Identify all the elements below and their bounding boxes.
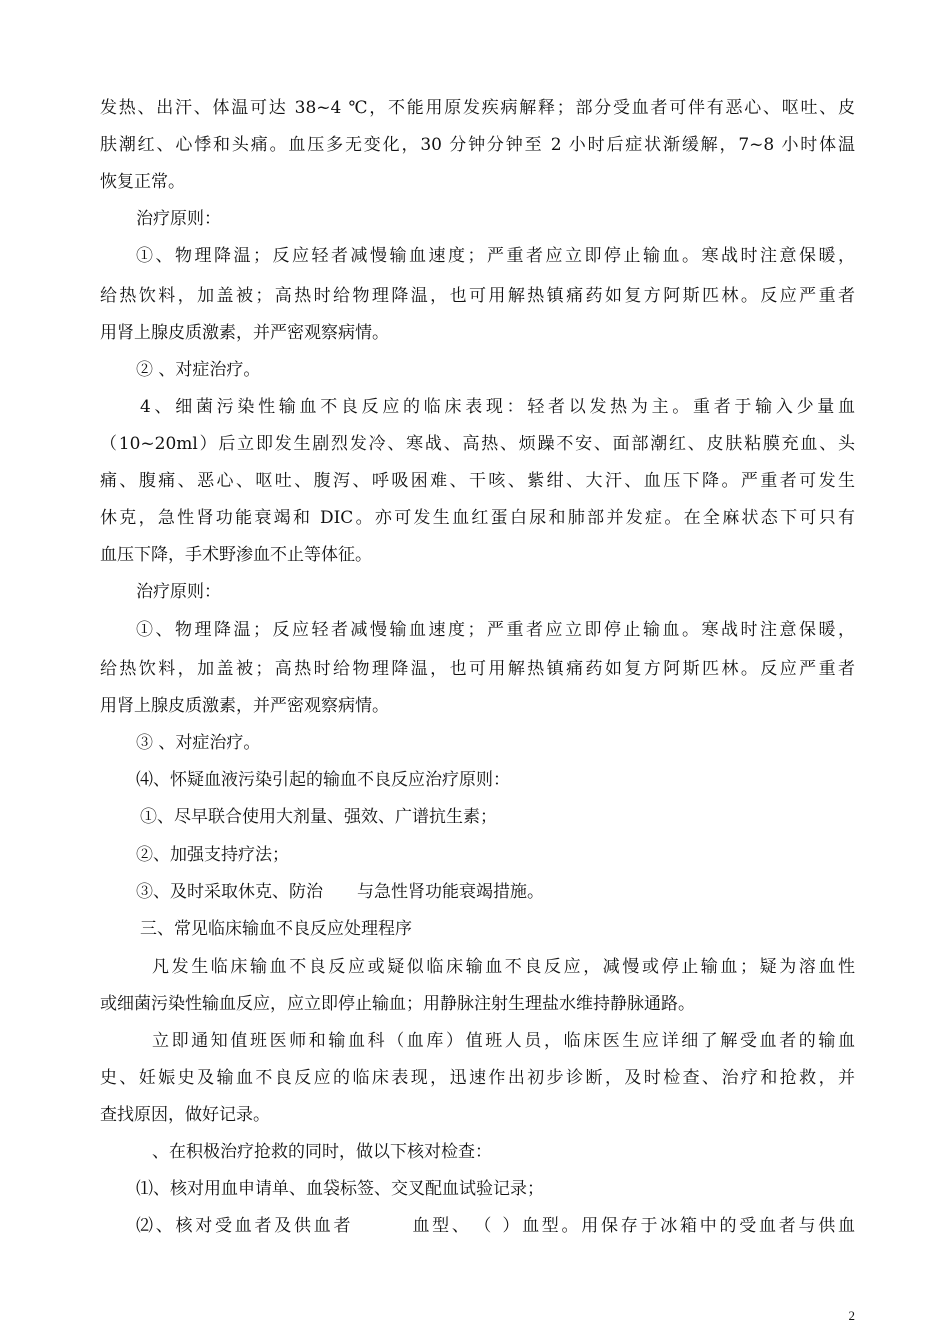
text-line: 或细菌污染性输血反应，应立即停止输血；用静脉注射生理盐水维持静脉通路。 — [100, 994, 695, 1014]
text-line: 立即通知值班医师和输血科（血库）值班人员，临床医生应详细了解受血者的输血 — [152, 1031, 855, 1051]
text-line: ③、及时采取休克、防治 与急性肾功能衰竭措施。 — [136, 882, 544, 902]
text-line: ③ 、对症治疗。 — [136, 733, 261, 753]
text-line: ⑵、核对受血者及供血者 血型、 （ ）血型。用保存于冰箱中的受血者与供血 — [136, 1216, 855, 1236]
section-heading: 治疗原则： — [136, 209, 221, 229]
text-line: ①、尽早联合使用大剂量、强效、广谱抗生素； — [140, 807, 497, 827]
section-heading: 治疗原则： — [136, 582, 221, 602]
text-line: 给热饮料，加盖被；高热时给物理降温，也可用解热镇痛药如复方阿斯匹林。反应严重者 — [100, 659, 855, 679]
text-line: ①、物理降温；反应轻者减慢输血速度；严重者应立即停止输血。寒战时注意保暖， — [136, 246, 855, 266]
section-heading: 三、常见临床输血不良反应处理程序 — [140, 919, 412, 939]
text-line: 查找原因，做好记录。 — [100, 1105, 270, 1125]
text-line: 恢复正常。 — [100, 172, 185, 192]
text-line: ⑷、怀疑血液污染引起的输血不良反应治疗原则： — [136, 770, 510, 790]
text-line: 凡发生临床输血不良反应或疑似临床输血不良反应，减慢或停止输血；疑为溶血性 — [152, 957, 855, 977]
text-line: ②、加强支持疗法； — [136, 845, 289, 865]
text-line: 发热、出汗、体温可达 38~4 ℃，不能用原发疾病解释；部分受血者可伴有恶心、呕吐、皮 — [100, 98, 855, 118]
text-line: ② 、对症治疗。 — [136, 360, 261, 380]
text-line: 痛、腹痛、恶心、呕吐、腹泻、呼吸困难、干咳、紫绀、大汗、血压下降。严重者可发生 — [100, 471, 855, 491]
text-line: 休克，急性肾功能衰竭和 DIC。亦可发生血红蛋白尿和肺部并发症。在全麻状态下可只有 — [100, 508, 855, 528]
text-line: （10~20ml）后立即发生剧烈发冷、寒战、高热、烦躁不安、面部潮红、皮肤粘膜充血、头 — [100, 434, 855, 454]
text-line: 4、细菌污染性输血不良反应的临床表现：轻者以发热为主。重者于输入少量血 — [140, 397, 855, 417]
text-line: ①、物理降温；反应轻者减慢输血速度；严重者应立即停止输血。寒战时注意保暖， — [136, 620, 855, 640]
text-line: 肤潮红、心悸和头痛。血压多无变化，30 分钟分钟至 2 小时后症状渐缓解，7~8 小时体温 — [100, 135, 855, 155]
text-line: 用肾上腺皮质激素，并严密观察病情。 — [100, 696, 389, 716]
text-line: 给热饮料，加盖被；高热时给物理降温，也可用解热镇痛药如复方阿斯匹林。反应严重者 — [100, 286, 855, 306]
text-line: 用肾上腺皮质激素，并严密观察病情。 — [100, 323, 389, 343]
text-line: 血压下降，手术野渗血不止等体征。 — [100, 545, 372, 565]
text-line: ⑴、核对用血申请单、血袋标签、交叉配血试验记录； — [136, 1179, 544, 1199]
text-line: 史、妊娠史及输血不良反应的临床表现，迅速作出初步诊断，及时检查、治疗和抢救，并 — [100, 1068, 855, 1088]
page-number: 2 — [848, 1308, 855, 1323]
text-line: 、在积极治疗抢救的同时，做以下核对检查： — [152, 1142, 492, 1162]
